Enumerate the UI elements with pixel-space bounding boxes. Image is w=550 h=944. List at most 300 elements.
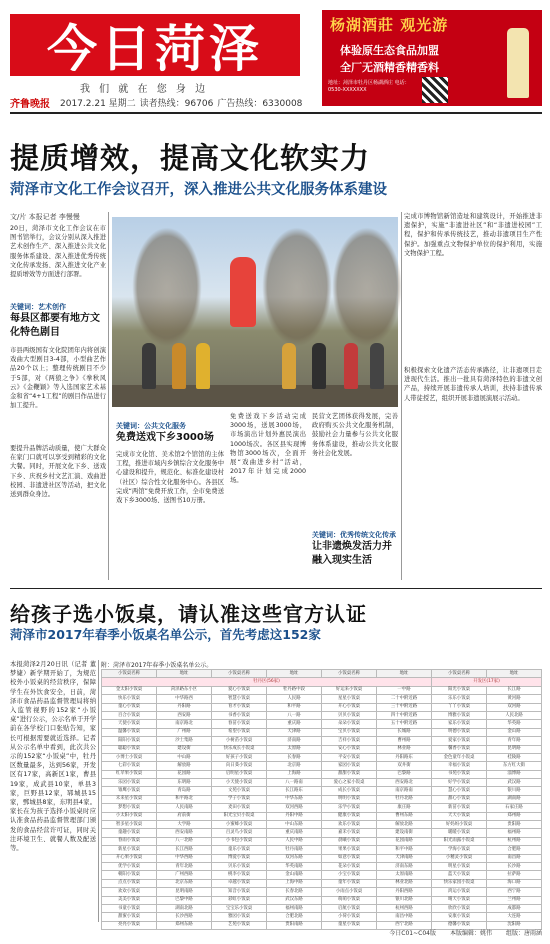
table-cell: 开心小饭桌 (322, 703, 377, 711)
table-cell: 东明路 (157, 779, 212, 787)
table-cell: 宝贝小饭桌 (322, 728, 377, 736)
table-cell: 平安小饭桌 (322, 753, 377, 761)
table-cell: 曹州路 (377, 737, 432, 745)
table-cell: 百合小饭桌 (102, 711, 157, 719)
table-cell: 花园南路 (377, 837, 432, 845)
table-cell: 童趣小饭桌 (102, 829, 157, 837)
table-cell: 大学路 (157, 821, 212, 829)
table-cell: 亮亮小饭桌 (102, 921, 157, 929)
table-row (102, 854, 542, 862)
table-header-cell: 小饭桌名称 (212, 670, 267, 678)
table-cell: 春雨小饭桌 (102, 837, 157, 845)
table-cell: 百灵鸟小饭桌 (212, 829, 267, 837)
photo-person (282, 343, 296, 389)
table-cell: 重庆路 (267, 720, 322, 728)
table-cell: 青年北路 (157, 862, 212, 870)
table-cell: 天津路 (267, 728, 322, 736)
table-cell: 丹阳路东 (377, 753, 432, 761)
table-cell: 中山东路 (267, 821, 322, 829)
reader-hotline: 读者热线：96706 (139, 98, 214, 109)
table-cell: 丹阳路 (157, 703, 212, 711)
table-cell: 向日葵小饭桌 (212, 762, 267, 770)
article1-headline: 提质增效，提高文化软实力 (10, 141, 371, 175)
table-cell: 杭州路 (487, 837, 542, 845)
table-header-row (102, 670, 542, 678)
table-cell: 成都路 (487, 904, 542, 912)
table-cell: 小博士小饭桌 (102, 753, 157, 761)
table-cell: 小雨点小饭桌 (322, 888, 377, 896)
table-cell: 中华路西 (157, 695, 212, 703)
table-cell: 点点小饭桌 (102, 879, 157, 887)
table-cell: 双河路 (487, 703, 542, 711)
table-cell: 黄河路 (487, 695, 542, 703)
table-cell: 中华东路 (267, 795, 322, 803)
table-cell: 银川路 (487, 787, 542, 795)
table-cell: 开心果小饭桌 (102, 854, 157, 862)
table-cell: 双河东路 (267, 854, 322, 862)
table-cell: 优学小饭桌 (102, 862, 157, 870)
article1-para-8: 积极探索文化遗产活态传承路径，让非遗项目走进现代生活。推出一批具有菏泽特色的非遗文创产品，持续开展非遗传承人培训，扶持非遗传承人带徒授艺，组织开展非遗展演展示活动。 (404, 367, 542, 402)
table-cell: 八一路 (267, 711, 322, 719)
table-cell: 北京东路 (157, 879, 212, 887)
snack-bar-list (101, 660, 542, 928)
table-cell: 阳光小饭桌 (432, 686, 487, 694)
table-row (102, 821, 542, 829)
table-cell: 暖暖小饭桌 (432, 829, 487, 837)
table-header-cell: 小饭桌名称 (322, 670, 377, 678)
table-row (102, 762, 542, 770)
table-cell: 西安路北 (377, 779, 432, 787)
table-cell: 爱家小饭桌 (432, 737, 487, 745)
table-cell: 杭州西路 (377, 904, 432, 912)
table-cell: 解放路 (157, 762, 212, 770)
table-cell: 智多星小饭桌 (102, 821, 157, 829)
article2-subhead: 菏泽市2017年春季小饭桌名单公示，首先考虑这152家 (10, 627, 321, 642)
table-cell: 新星小饭桌 (102, 846, 157, 854)
table-cell: 丫丫小饭桌 (432, 703, 487, 711)
table-cell: 南京路南 (377, 787, 432, 795)
ad-address: 地址：菏泽市牡丹区杨湖酒庄 电话：0530-XXXXXXX (328, 80, 410, 93)
table-cell: 启明星小饭桌 (212, 770, 267, 778)
section-divider (10, 588, 542, 589)
article2-body: 本报菏泽2月20日讯（记者 董梦婕）新学期开始了，为规范校外小饭桌的经营秩序，保障学生在外饮食安全，日前，菏泽市食品药品监督管理局将纳入监管视野的152家“小饭桌”进行公示，公示名单于开学前在各学校门口张贴告知，家长可根据需要就近选择。记者从公示名单中看到，此次共公示的152家“小饭桌”中，牡丹区数量最多，达到56家，开发区有17家，高新区1家，曹县19家，成武县10家，单县3家，巨野县12家，郓城县15家，鄄城县8家，东明县4家。家长在为孩子选择小饭桌时应认准食品药品监督管理部门颁发的食品经营许可证，同时关注环境卫生、就餐人数及配送等。 (10, 661, 96, 853)
column-divider (98, 660, 99, 922)
snack-bar-table (101, 669, 542, 930)
footer-editor: 本版编辑：姚伟 (449, 930, 492, 937)
article1-para-2: 市县两级国有文化院团年内将创演戏曲大型剧目3-4部，小型曲艺作品20个以上；整理传统剧目不少于5部，对《两狼之争》《拳秋风云》《金鞭颖》等入选国家艺术基金和省“4+1工程”的剧目作品进行加工提升。 (10, 347, 106, 410)
table-row (102, 720, 542, 728)
table-cell: 未来星小饭桌 (102, 795, 157, 803)
table-cell: 重庆南路 (267, 829, 322, 837)
table-cell: 彩虹小饭桌 (212, 896, 267, 904)
table-cell: 济南路 (267, 737, 322, 745)
table-cell: 二十中附近路 (377, 695, 432, 703)
table-cell: 快乐家园小饭桌 (432, 879, 487, 887)
table-header-cell: 地址 (157, 670, 212, 678)
table-cell: 长春路 (267, 753, 322, 761)
table-cell: 幸福小饭桌 (432, 762, 487, 770)
table-cell: 明星小饭桌 (432, 862, 487, 870)
table-cell: 知音小饭桌 (212, 888, 267, 896)
table-header-cell: 地址 (267, 670, 322, 678)
table-cell: 福州南路 (267, 904, 322, 912)
table-cell: 宝宝乐小饭桌 (212, 904, 267, 912)
table-cell: 中华西路 (157, 854, 212, 862)
table-cell: 天使小饭桌 (102, 720, 157, 728)
table-cell: 金山路 (487, 728, 542, 736)
table-cell: 武汉路 (487, 779, 542, 787)
table-cell: 合肥路 (487, 846, 542, 854)
table-cell: 育才小饭桌 (212, 703, 267, 711)
table-body (102, 686, 542, 929)
newspaper-logo: 今日菏泽 (10, 14, 300, 76)
photo-person (142, 343, 156, 389)
table-cell: 安康小饭桌 (432, 913, 487, 921)
table-cell: 家园小饭桌 (322, 762, 377, 770)
table-cell: 丹阳中路 (267, 812, 322, 820)
table-header-cell: 地址 (487, 670, 542, 678)
table-row (102, 804, 542, 812)
table-cell: 人民路 (267, 695, 322, 703)
table-cell: 阳光雨露小饭桌 (432, 837, 487, 845)
table-cell: 启航小饭桌 (322, 904, 377, 912)
table-cell: 春苗小饭桌 (212, 720, 267, 728)
table-cell: 昆明南路 (157, 888, 212, 896)
table-cell: 星星小饭桌 (322, 695, 377, 703)
table-cell: 卓越小饭桌 (212, 879, 267, 887)
table-cell: 林业北路 (377, 879, 432, 887)
table-cell: 贝乐小饭桌 (212, 862, 267, 870)
table-cell: 如意小饭桌 (322, 854, 377, 862)
qr-code-icon (422, 77, 448, 103)
table-cell: 大连路 (487, 913, 542, 921)
table-cell: 慧心小饭桌 (432, 787, 487, 795)
article1-para-3: 要提升品牌活动质量，使广大群众在家门口就可以享受到精彩的文化大餐。同时，开展文化下乡、送戏下乡、庆祝乡村文艺汇演、戏曲进校园、非遗进社区等活动，把文化送到群众身边。 (10, 445, 106, 499)
table-cell: 华英南路 (267, 862, 322, 870)
ad-line-1: 体验原生态食品加盟 (340, 44, 439, 57)
table-cell: 明德小饭桌 (432, 728, 487, 736)
table-cell: 小荷小饭桌 (322, 913, 377, 921)
table-cell: 长城路 (377, 728, 432, 736)
table-row (102, 837, 542, 845)
table-cell: 贝贝小饭桌 (322, 711, 377, 719)
table-cell: 小蜜蜂小饭桌 (212, 821, 267, 829)
table-cell: 雅园小饭桌 (212, 913, 267, 921)
table-cell: 长沙路 (487, 862, 542, 870)
table-cell: 萌萌小饭桌 (322, 896, 377, 904)
table-cell: 一中路 (377, 686, 432, 694)
table-cell: 德馨小饭桌 (432, 921, 487, 929)
table-cell: 爱心小饭桌 (212, 686, 267, 694)
table-cell: 上海中路 (267, 879, 322, 887)
table-cell: 七彩小饭桌 (102, 762, 157, 770)
table-cell: 合肥北路 (267, 913, 322, 921)
table-cell: 吉祥小饭桌 (322, 737, 377, 745)
table-cell: 中山路 (157, 753, 212, 761)
district-subheader: 牡丹区(56家) (102, 678, 432, 686)
table-cell: 博爱小饭桌 (212, 854, 267, 862)
table-cell: 晴天小饭桌 (432, 896, 487, 904)
table-row (102, 896, 542, 904)
table-cell: 人民南路 (157, 804, 212, 812)
table-row (102, 737, 542, 745)
table-cell: 巴黎路 (377, 770, 432, 778)
table-row (102, 695, 542, 703)
table-cell: 郑州路 (487, 812, 542, 820)
table-cell: 快乐小饭桌 (102, 695, 157, 703)
table-cell: 丹阳西路 (377, 888, 432, 896)
table-cell: 桂陵路 (487, 753, 542, 761)
table-cell: 朝阳小饭桌 (102, 871, 157, 879)
table-cell: 华英路 (487, 720, 542, 728)
table-cell: 建设街 (157, 745, 212, 753)
table-cell: 明明小饭桌 (322, 795, 377, 803)
table-cell: 甜蜜小饭桌 (102, 913, 157, 921)
table-cell: 太原路 (267, 745, 322, 753)
table-cell: 海口路 (487, 879, 542, 887)
table-cell: 兰州路 (487, 896, 542, 904)
article1-lead: 20日，菏泽市文化工作会议在市图书馆举行，会议分别从深入推进艺术创作生产、深入推进公共文化服务体系建设、深入推进优秀传统文化传承发扬、深入推进文化产业提质增效等方面进行部署。 (10, 225, 106, 279)
table-cell: 乐学小饭桌 (322, 804, 377, 812)
table-cell: 淄博路 (487, 770, 542, 778)
table-header-cell: 小饭桌名称 (432, 670, 487, 678)
table-row (102, 703, 542, 711)
photo-tree (132, 227, 202, 347)
table-row (102, 795, 542, 803)
table-cell: 蓝天小饭桌 (432, 871, 487, 879)
table-cell: 四十中附近路 (377, 711, 432, 719)
article1-para-4: 完成市文化馆、美术馆2个馆馆的主体工程，推进市域内乡镇综合文化服务中心建设和提升，规范化、标准化建设村（社区）综合性文化服务中心。各县区完成“两馆”免费开放工作，全市免费送戏下乡3000场、送图书10万册。 (116, 451, 224, 505)
table-cell: 欣欣小饭桌 (432, 904, 487, 912)
table-cell: 福州路 (487, 829, 542, 837)
table-cell: 童乐小饭桌 (212, 846, 267, 854)
table-row (102, 728, 542, 736)
table-cell: 小天使小饭桌 (212, 779, 267, 787)
table-cell: 长春北路 (267, 888, 322, 896)
table-cell: 南昌路 (487, 854, 542, 862)
table-cell: 新苗小饭桌 (432, 804, 487, 812)
table-cell: 金太阳小饭桌 (102, 686, 157, 694)
table-row (102, 871, 542, 879)
table-row (102, 888, 542, 896)
table-cell: 梦想小饭桌 (102, 804, 157, 812)
table-header-cell: 小饭桌名称 (102, 670, 157, 678)
table-row (102, 862, 542, 870)
table-cell: 牡丹南路 (267, 846, 322, 854)
table-cell: 菏泽路东小区 (157, 686, 212, 694)
table-cell: 长沙西路 (157, 913, 212, 921)
table-cell: 府前街 (157, 812, 212, 820)
table-cell: 朵朵小饭桌 (322, 720, 377, 728)
page-footer (10, 928, 542, 940)
table-cell: 童年小饭桌 (322, 879, 377, 887)
article1-kicker-3: 关键词：优秀传统文化传承 (312, 531, 396, 539)
table-row (102, 686, 542, 694)
table-cell: 嘉禾小饭桌 (322, 829, 377, 837)
photo-person (370, 343, 384, 389)
table-row (102, 904, 542, 912)
article1-para-5: 免费送戏下乡活动完成3000场，送展3000场，市场演出计划外惠民演出1000场次。各区县实现博物馆3000场次，全面开展“戏曲进乡村”活动，2017年计划完成2000场。 (230, 413, 306, 485)
table-cell: 雏鹰小饭桌 (102, 787, 157, 795)
district-subheader: 开发区(17家) (432, 678, 542, 686)
table-cell: 牡丹路中段 (267, 686, 322, 694)
table-cell: 长江路东 (267, 787, 322, 795)
table-cell: 花园路 (157, 770, 212, 778)
article1-byline: 文/片 本报记者 李慢慢 (10, 213, 80, 221)
article1-photo (112, 217, 398, 407)
photo-person (172, 343, 186, 389)
table-cell: 小精灵小饭桌 (432, 854, 487, 862)
table-cell: 桃李小饭桌 (212, 871, 267, 879)
table-cell: 石家庄路 (487, 804, 542, 812)
column-divider (108, 212, 109, 580)
advertisement-banner[interactable] (322, 10, 542, 106)
table-cell: 乐园小饭桌 (102, 779, 157, 787)
table-cell: 天天小饭桌 (432, 812, 487, 820)
ad-hotline: 广告热线：6330008 (217, 98, 303, 109)
table-cell: 希望小饭桌 (212, 728, 267, 736)
table-cell: 书童小饭桌 (102, 904, 157, 912)
table-cell: 三十中附近路 (377, 703, 432, 711)
table-cell: 长江路 (487, 686, 542, 694)
table-cell: 安心小饭桌 (322, 745, 377, 753)
table-cell: 牡丹北路 (377, 795, 432, 803)
table-cell: 长江西路 (157, 846, 212, 854)
table-cell: 沈阳路 (487, 921, 542, 929)
article1-subhead: 菏泽市文化工作会议召开，深入推进公共文化服务体系建设 (10, 182, 387, 198)
table-cell: 湖南北路 (157, 904, 212, 912)
table-cell: 青岛路 (157, 787, 212, 795)
table-cell: 林业路 (377, 745, 432, 753)
table-cell: 阳阳小饭桌 (102, 737, 157, 745)
table-cell: 上海路 (267, 770, 322, 778)
photo-tree (332, 227, 402, 347)
table-row (102, 846, 542, 854)
table-cell: 和平中路 (377, 846, 432, 854)
table-cell: 双井街 (377, 762, 432, 770)
issue-date: 2017.2.21 星期二 (60, 98, 136, 109)
column-divider (401, 212, 402, 580)
table-cell: 欢欢小饭桌 (102, 888, 157, 896)
table-cell: 艺苑小饭桌 (212, 921, 267, 929)
article1-kicker-2: 关键词：公共文化服务 (116, 422, 186, 430)
table-cell: 温馨小饭桌 (102, 728, 157, 736)
table-row (102, 812, 542, 820)
table-row (102, 745, 542, 753)
publisher-name: 齐鲁晚报 (10, 98, 50, 110)
table-cell: 济南东路 (377, 862, 432, 870)
table-cell: 家乐小饭桌 (432, 720, 487, 728)
table-cell: 小书包小饭桌 (212, 837, 267, 845)
table-cell: 甜心小饭桌 (432, 795, 487, 803)
table-cell: 人民北路 (487, 711, 542, 719)
table-cell: 沙土集路 (157, 737, 212, 745)
table-cell: 北京路 (267, 762, 322, 770)
masthead-divider (10, 112, 542, 114)
table-cell: 贵阳南路 (267, 921, 322, 929)
table-cell: 人民中路 (267, 837, 322, 845)
table-cell: 东方红大街 (487, 762, 542, 770)
table-row (102, 770, 542, 778)
table-cell: 红苹果小饭桌 (102, 770, 157, 778)
table-cell: 晨曦小饭桌 (322, 837, 377, 845)
table-cell: 学子小饭桌 (212, 795, 267, 803)
photo-tree (262, 227, 332, 347)
table-cell: 甜甜小饭桌 (322, 770, 377, 778)
table-row (102, 787, 542, 795)
table-cell: 武汉东路 (267, 896, 322, 904)
table-cell: 智慧小饭桌 (212, 695, 267, 703)
table-cell: 银川北路 (377, 896, 432, 904)
table-row (102, 829, 542, 837)
table-cell: 鸿运小饭桌 (432, 888, 487, 896)
table-cell: 成长小饭桌 (322, 787, 377, 795)
masthead-infobar (10, 95, 310, 109)
ad-title: 杨湖酒莊 观光游 (330, 16, 449, 34)
table-cell: 昆明路 (487, 745, 542, 753)
table-cell: 五十中附近路 (377, 720, 432, 728)
table-cell: 建设南街 (377, 829, 432, 837)
table-cell: 童心小饭桌 (102, 703, 157, 711)
table-cell: 太原南路 (377, 871, 432, 879)
table-cell: 广州西路 (157, 871, 212, 879)
table-cell: 乐乐小饭桌 (432, 695, 487, 703)
table-cell: 小树苗小饭桌 (212, 737, 267, 745)
table-cell: 文苑小饭桌 (212, 787, 267, 795)
ad-line-2: 全厂无酒精香精香料 (340, 61, 439, 74)
table-cell: 金色童年小饭桌 (432, 753, 487, 761)
table-cell: 和平路 (267, 703, 322, 711)
article1-subheading-2: 免费送戏下乡3000场 (116, 432, 214, 443)
footer-page: 今日C01~C04版 (389, 930, 436, 937)
photo-performer (230, 257, 256, 327)
table-cell: 贵阳路 (487, 821, 542, 829)
table-cell: 解放北路 (377, 821, 432, 829)
table-cell: 康庄路 (377, 804, 432, 812)
table-cell: 郑州东路 (157, 921, 212, 929)
article1-para-7: 完成市博物馆新馆造址和建筑设计，开始推进非遗保护，实施“非遗进社区”和“非遗进校园”工程，保护和传承传统技艺，推动非遗项目生产性保护。加强重点文物保护单位的保护利用，实施文物保护工程。 (404, 213, 542, 257)
article1-para-6: 民营文艺团体获得发展，完善政府购买公共文化服务机制，鼓励社会力量参与公共文化服务体系建设，推动公共文化服务社会化发展。 (312, 413, 398, 457)
table-cell: 小太阳小饭桌 (102, 812, 157, 820)
table-subheader-row (102, 678, 542, 686)
table-cell: 和平路北 (157, 795, 212, 803)
article1-subheading-1: 每县区都要有地方文化特色剧目 (10, 313, 100, 338)
table-cell: 好妈妈小饭桌 (432, 821, 487, 829)
table-cell: 快乐成长小饭桌 (212, 745, 267, 753)
table-cell: 西宁北路 (377, 921, 432, 929)
table-cell: 爱心之家小饭桌 (322, 779, 377, 787)
photo-person (344, 343, 358, 389)
table-cell: 馨香小饭桌 (432, 745, 487, 753)
table-cell: 好孩子小饭桌 (212, 753, 267, 761)
table-cell: 西宁路 (487, 888, 542, 896)
table-cell: 八一路南 (267, 779, 322, 787)
photo-person (312, 343, 326, 389)
table-cell: 八一北路 (157, 837, 212, 845)
table-cell: 金山南路 (267, 871, 322, 879)
table-cell: 果果小饭桌 (322, 846, 377, 854)
table-header-cell: 地址 (377, 670, 432, 678)
table-cell: 好运来小饭桌 (322, 686, 377, 694)
article1-kicker-1: 关键词：艺术创作 (10, 303, 66, 311)
article1-subheading-3: 让非遗焕发活力并融入现实生活 (312, 541, 392, 566)
table-cell: 巴黎中路 (157, 896, 212, 904)
table-cell: 书苑小饭桌 (432, 770, 487, 778)
table-cell: 双河西路 (267, 804, 322, 812)
table-cell: 湖南路 (487, 795, 542, 803)
table-cell: 学海小饭桌 (432, 846, 487, 854)
masthead-slogan: 我 们 就 在 您 身 边 (80, 84, 209, 95)
